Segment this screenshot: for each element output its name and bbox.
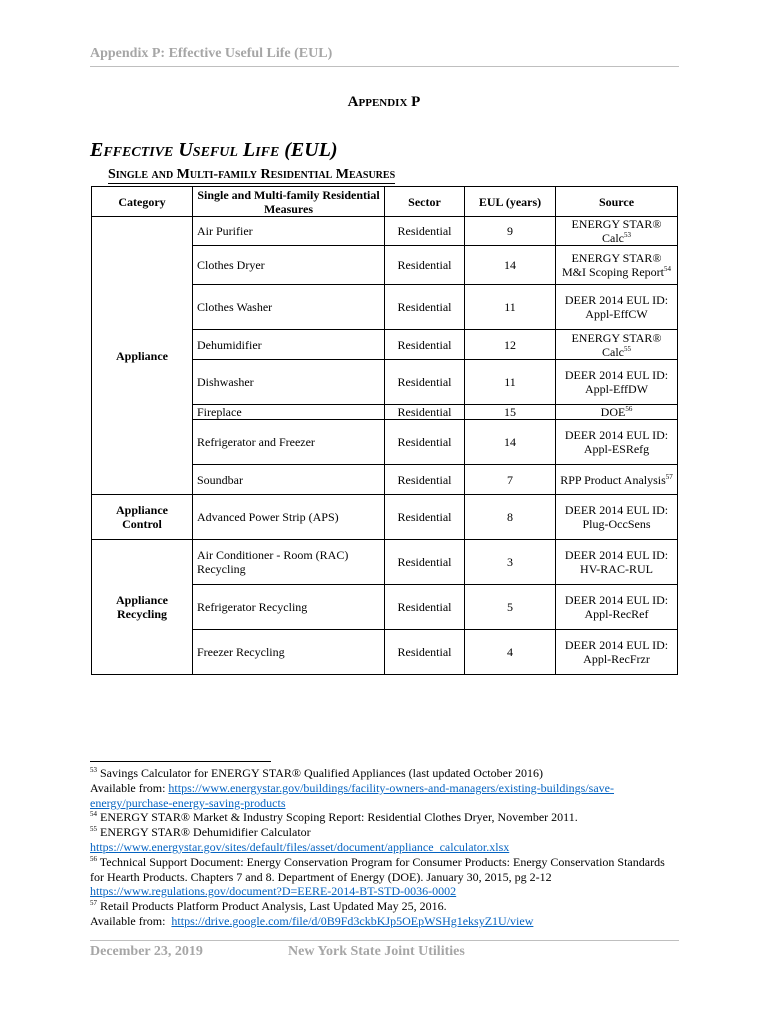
measure-cell: Dishwasher (193, 360, 385, 405)
table-row (92, 540, 678, 585)
table-row (92, 217, 678, 246)
sector-cell: Residential (385, 246, 465, 285)
footnote-prefix: Available from: (90, 780, 169, 795)
footnote-number: 53 (90, 766, 97, 774)
appendix-title: Appendix P (347, 94, 421, 110)
eul-cell: 3 (465, 540, 556, 585)
measure-cell: Advanced Power Strip (APS) (193, 495, 385, 540)
source-cell (556, 585, 678, 630)
source-cell (556, 420, 678, 465)
source-cell (556, 246, 678, 285)
measure-cell: Dehumidifier (193, 330, 385, 360)
table-title: Single and Multi-family Residential Measures (108, 167, 396, 182)
source-text: DEER 2014 EUL ID: Plug-OccSens (564, 503, 669, 531)
eul-table (91, 186, 678, 675)
col-header-measure: Single and Multi-family Residential Measures (193, 187, 385, 217)
source-cell (556, 330, 678, 360)
source-text: ENERGY STAR® M&I Scoping Report (562, 251, 664, 279)
source-text: ENERGY STAR® Calc (571, 330, 662, 359)
eul-cell: 4 (465, 630, 556, 675)
eul-cell: 8 (465, 495, 556, 540)
eul-cell: 12 (465, 330, 556, 360)
col-header-sector: Sector (385, 187, 465, 217)
section-title: Effective Useful Life (EUL) (90, 139, 338, 161)
source-text: DEER 2014 EUL ID: Appl-EffCW (564, 293, 669, 321)
measure-cell: Fireplace (193, 405, 385, 420)
source-cell (556, 495, 678, 540)
sector-cell: Residential (385, 360, 465, 405)
sector-cell: Residential (385, 285, 465, 330)
footnote-ref[interactable]: 57 (665, 472, 673, 481)
measure-cell: Air Conditioner - Room (RAC) Recycling (193, 540, 385, 585)
source-text: DEER 2014 EUL ID: Appl-RecFrzr (564, 638, 669, 666)
eul-cell: 9 (465, 217, 556, 246)
footnote-number: 55 (90, 825, 97, 834)
footnote-number: 54 (90, 810, 97, 819)
running-header: Appendix P: Effective Useful Life (EUL) (90, 46, 333, 61)
footer-rule (90, 940, 679, 941)
source-cell (556, 285, 678, 330)
table-row (92, 495, 678, 540)
footnote-text: Savings Calculator for ENERGY STAR® Qualified Appliances (last updated October 2016) (100, 766, 543, 780)
source-text: DEER 2014 EUL ID: Appl-EffDW (564, 368, 669, 396)
sector-cell: Residential (385, 585, 465, 630)
sector-cell: Residential (385, 540, 465, 585)
measure-cell: Refrigerator and Freezer (193, 420, 385, 465)
source-text: DEER 2014 EUL ID: Appl-ESRefg (564, 428, 669, 456)
footnote (90, 810, 680, 825)
table-body (92, 217, 678, 675)
footnote-ref[interactable]: 55 (624, 344, 631, 353)
source-cell (556, 405, 678, 420)
footnote-link[interactable]: https://www.energystar.gov/buildings/facility-owners-and-managers/existing-buildings/save-energy/purchase-energy-saving-products (90, 780, 615, 810)
footnote-link[interactable]: https://drive.google.com/file/d/0B9Fd3ckbKJp5OEpWSHg1eksyZ1U/view (171, 913, 534, 928)
sector-cell: Residential (385, 420, 465, 465)
sector-cell: Residential (385, 495, 465, 540)
footer-date: December 23, 2019 (90, 944, 203, 959)
measure-cell: Refrigerator Recycling (193, 585, 385, 630)
footnote (90, 899, 680, 929)
eul-cell: 11 (465, 285, 556, 330)
footer-org: New York State Joint Utilities (288, 944, 465, 959)
eul-cell: 14 (465, 420, 556, 465)
source-cell (556, 630, 678, 675)
footnote-text: Retail Products Platform Product Analysis, Last Updated May 25, 2016. (100, 899, 447, 914)
source-cell (556, 360, 678, 405)
sector-cell: Residential (385, 330, 465, 360)
sector-cell: Residential (385, 465, 465, 495)
footnote-separator (90, 761, 271, 762)
footnote-ref[interactable]: 53 (624, 231, 631, 239)
sector-cell: Residential (385, 405, 465, 420)
footnote-prefix: Available from: (90, 913, 172, 928)
source-text: DEER 2014 EUL ID: Appl-RecRef (564, 593, 669, 621)
measure-cell: Clothes Dryer (193, 246, 385, 285)
table-header-row (92, 187, 678, 217)
footnotes (90, 766, 680, 929)
measure-cell: Soundbar (193, 465, 385, 495)
footnote (90, 825, 680, 855)
source-text: ENERGY STAR® Calc (571, 217, 662, 245)
footnote-number: 56 (90, 854, 97, 863)
footnote-text: ENERGY STAR® Dehumidifier Calculator (100, 825, 311, 840)
col-header-category: Category (92, 187, 193, 217)
footnote-text: ENERGY STAR® Market & Industry Scoping Report: Residential Clothes Dryer, November 2011. (100, 810, 578, 825)
source-text: DEER 2014 EUL ID: HV-RAC-RUL (564, 548, 669, 576)
sector-cell: Residential (385, 630, 465, 675)
measure-cell: Clothes Washer (193, 285, 385, 330)
header-rule (90, 66, 679, 67)
eul-cell: 14 (465, 246, 556, 285)
measure-cell: Freezer Recycling (193, 630, 385, 675)
col-header-eul: EUL (years) (465, 187, 556, 217)
measure-cell: Air Purifier (193, 217, 385, 246)
category-cell: Appliance Control (92, 495, 193, 540)
footnote-ref[interactable]: 54 (664, 265, 671, 273)
footnote (90, 855, 680, 899)
source-cell (556, 465, 678, 495)
footnote-text: Technical Support Document: Energy Conservation Program for Consumer Products: Energy Conservation Standards for Hearth Products. Chapters 7 and 8. Department of Energy (DOE). January 30, 2015, pg 2-12 (90, 854, 665, 884)
footnote-ref[interactable]: 56 (625, 405, 633, 413)
source-cell (556, 540, 678, 585)
source-text: RPP Product Analysis (560, 472, 666, 487)
eul-cell: 5 (465, 585, 556, 630)
footnote-link[interactable]: https://www.energystar.gov/sites/default/files/asset/document/appliance_calculator.xlsx (90, 839, 510, 854)
source-text: DOE (600, 405, 626, 419)
category-cell: Appliance (92, 217, 193, 495)
sector-cell: Residential (385, 217, 465, 246)
eul-cell: 11 (465, 360, 556, 405)
eul-cell: 7 (465, 465, 556, 495)
footnote-number: 57 (90, 899, 97, 908)
category-cell: Appliance Recycling (92, 540, 193, 675)
source-cell (556, 217, 678, 246)
footnote (90, 766, 680, 810)
col-header-source: Source (556, 187, 678, 217)
footnote-link[interactable]: https://www.regulations.gov/document?D=EERE-2014-BT-STD-0036-0002 (90, 884, 457, 899)
eul-cell: 15 (465, 405, 556, 420)
